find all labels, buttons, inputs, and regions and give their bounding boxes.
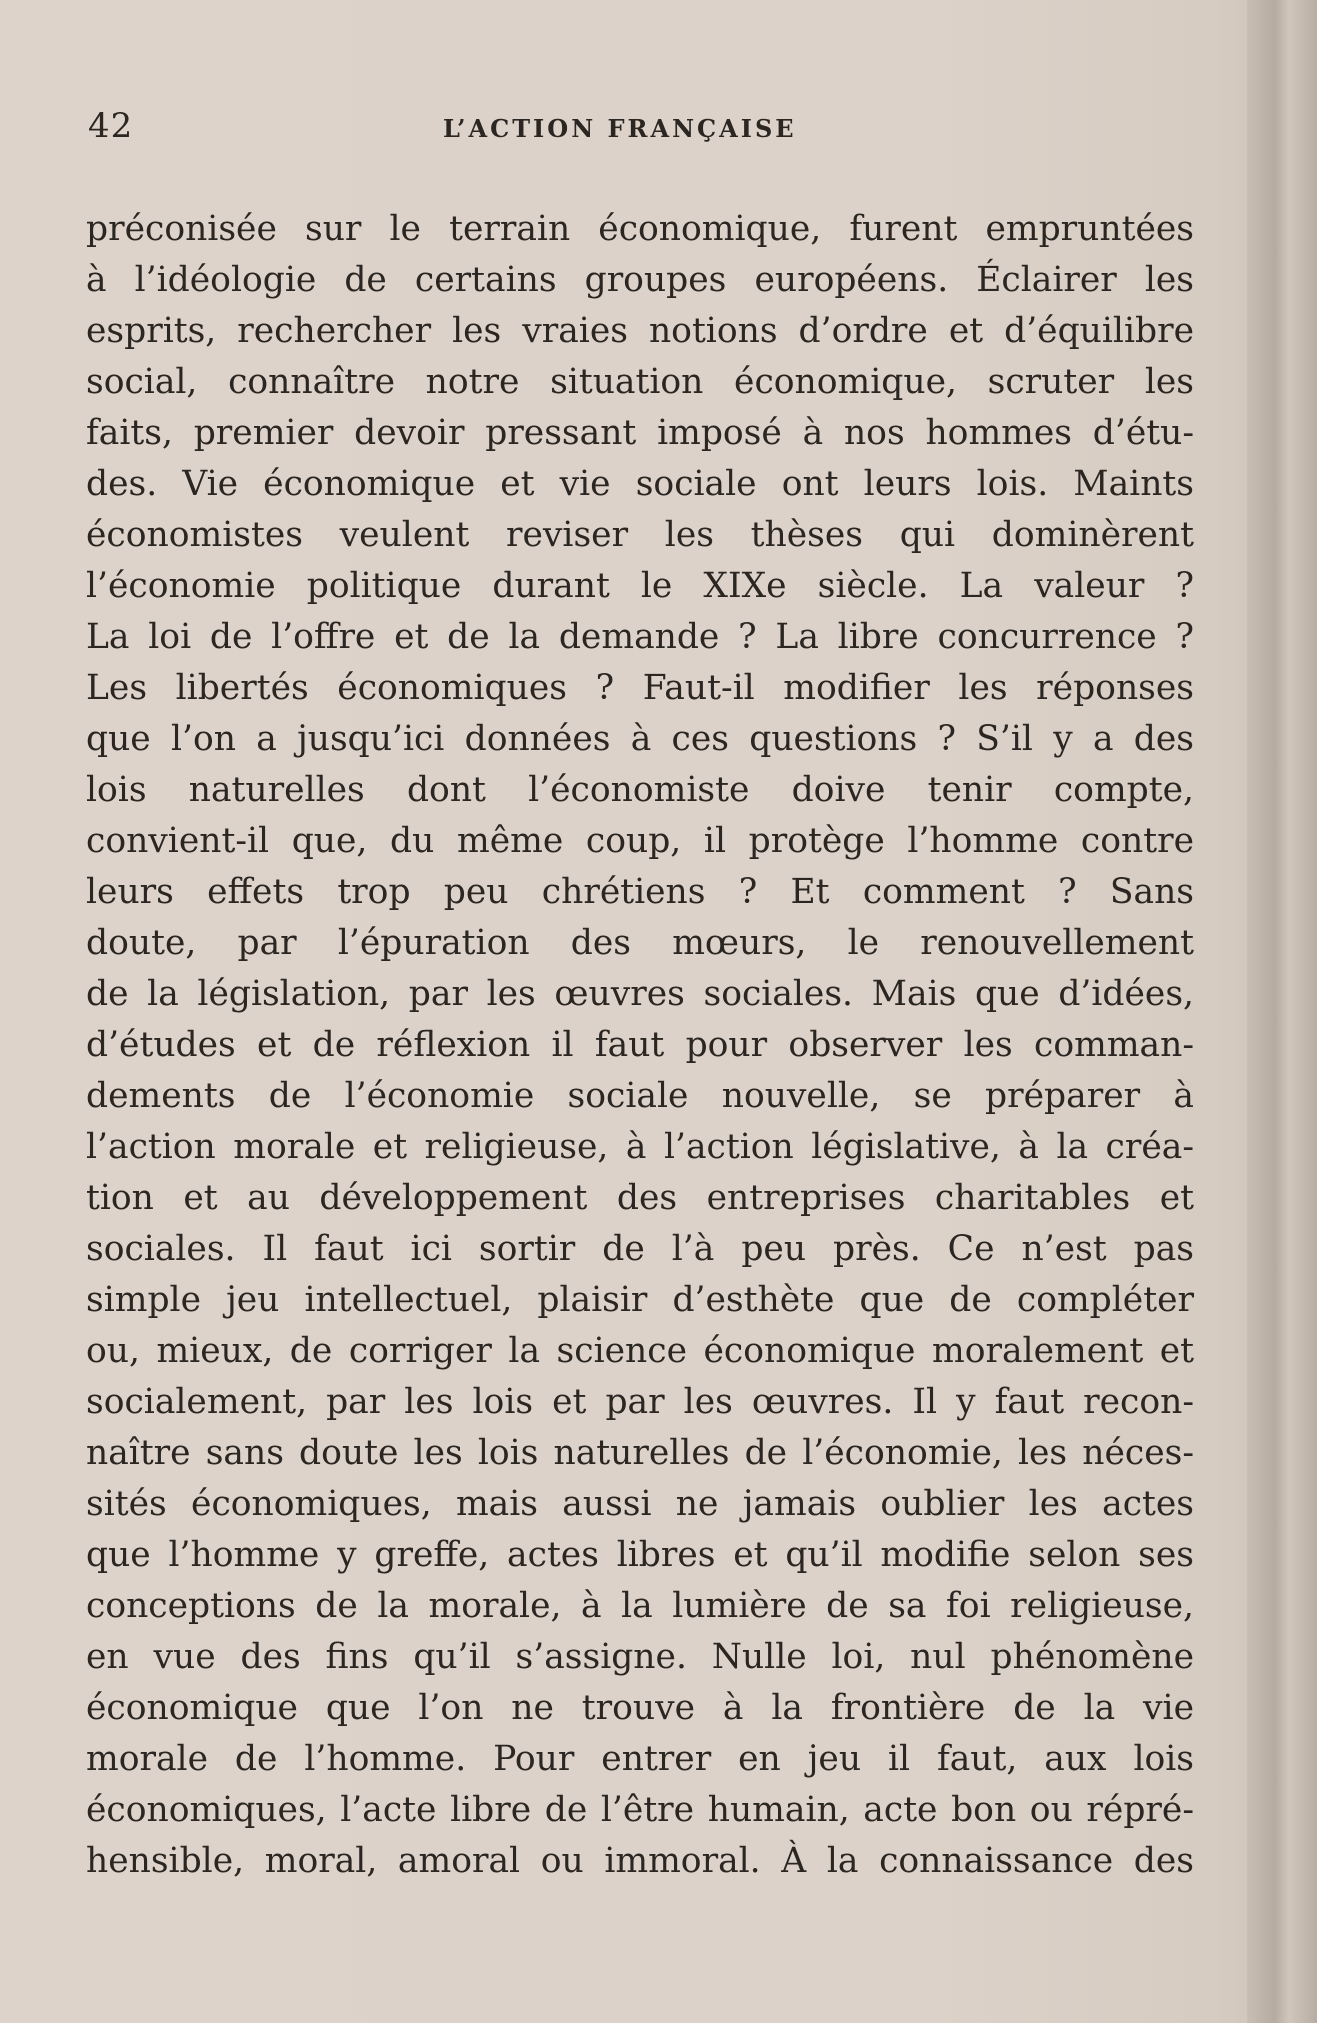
- text-line: esprits, rechercher les vraies notions d’ordre et d’équilibre: [86, 311, 1194, 351]
- text-line: de la législation, par les œuvres sociales. Mais que d’idées,: [86, 974, 1194, 1014]
- text-line: tion et au développement des entreprises charitables et: [86, 1178, 1194, 1218]
- text-line: d’études et de réflexion il faut pour observer les comman-: [86, 1025, 1194, 1065]
- text-line: que l’on a jusqu’ici données à ces questions ? S’il y a des: [86, 719, 1194, 759]
- text-line: lois naturelles dont l’économiste doive tenir compte,: [86, 770, 1194, 810]
- text-line: socialement, par les lois et par les œuvres. Il y faut recon-: [86, 1382, 1194, 1422]
- text-line: économique que l’on ne trouve à la frontière de la vie: [86, 1688, 1194, 1728]
- text-line: doute, par l’épuration des mœurs, le renouvellement: [86, 923, 1194, 963]
- text-line: social, connaître notre situation économique, scruter les: [86, 362, 1194, 402]
- book-gutter: [1247, 0, 1317, 2023]
- text-line: en vue des fins qu’il s’assigne. Nulle loi, nul phénomène: [86, 1637, 1194, 1677]
- running-head: L’ACTION FRANÇAISE: [443, 114, 797, 143]
- text-line: dements de l’économie sociale nouvelle, se préparer à: [86, 1076, 1194, 1116]
- text-line: naître sans doute les lois naturelles de l’économie, les néces-: [86, 1433, 1194, 1473]
- text-line: convient-il que, du même coup, il protège l’homme contre: [86, 821, 1194, 861]
- text-line: sociales. Il faut ici sortir de l’à peu près. Ce n’est pas: [86, 1229, 1194, 1269]
- text-line: préconisée sur le terrain économique, furent empruntées: [86, 209, 1194, 249]
- text-line: à l’idéologie de certains groupes européens. Éclairer les: [86, 260, 1194, 300]
- text-line: La loi de l’offre et de la demande ? La libre concurrence ?: [86, 617, 1194, 657]
- text-line: l’économie politique durant le XIXe siècle. La valeur ?: [86, 566, 1194, 606]
- text-line: économistes veulent reviser les thèses qui dominèrent: [86, 515, 1194, 555]
- text-line: sités économiques, mais aussi ne jamais oublier les actes: [86, 1484, 1194, 1524]
- text-line: l’action morale et religieuse, à l’action législative, à la créa-: [86, 1127, 1194, 1167]
- body-text: [86, 204, 1194, 1887]
- text-line: simple jeu intellectuel, plaisir d’esthète que de compléter: [86, 1280, 1194, 1320]
- text-line: que l’homme y greffe, actes libres et qu’il modifie selon ses: [86, 1535, 1194, 1575]
- text-line: hensible, moral, amoral ou immoral. À la connaissance des: [86, 1841, 1194, 1881]
- text-line: des. Vie économique et vie sociale ont leurs lois. Maints: [86, 464, 1194, 504]
- text-line: morale de l’homme. Pour entrer en jeu il faut, aux lois: [86, 1739, 1194, 1779]
- text-line: leurs effets trop peu chrétiens ? Et comment ? Sans: [86, 872, 1194, 912]
- text-line: faits, premier devoir pressant imposé à nos hommes d’étu-: [86, 413, 1194, 453]
- text-line: économiques, l’acte libre de l’être humain, acte bon ou répré-: [86, 1790, 1194, 1830]
- page-header: [88, 102, 1193, 152]
- text-line: Les libertés économiques ? Faut-il modifier les réponses: [86, 668, 1194, 708]
- text-line: ou, mieux, de corriger la science économique moralement et: [86, 1331, 1194, 1371]
- page-number: 42: [88, 106, 134, 146]
- text-line: conceptions de la morale, à la lumière de sa foi religieuse,: [86, 1586, 1194, 1626]
